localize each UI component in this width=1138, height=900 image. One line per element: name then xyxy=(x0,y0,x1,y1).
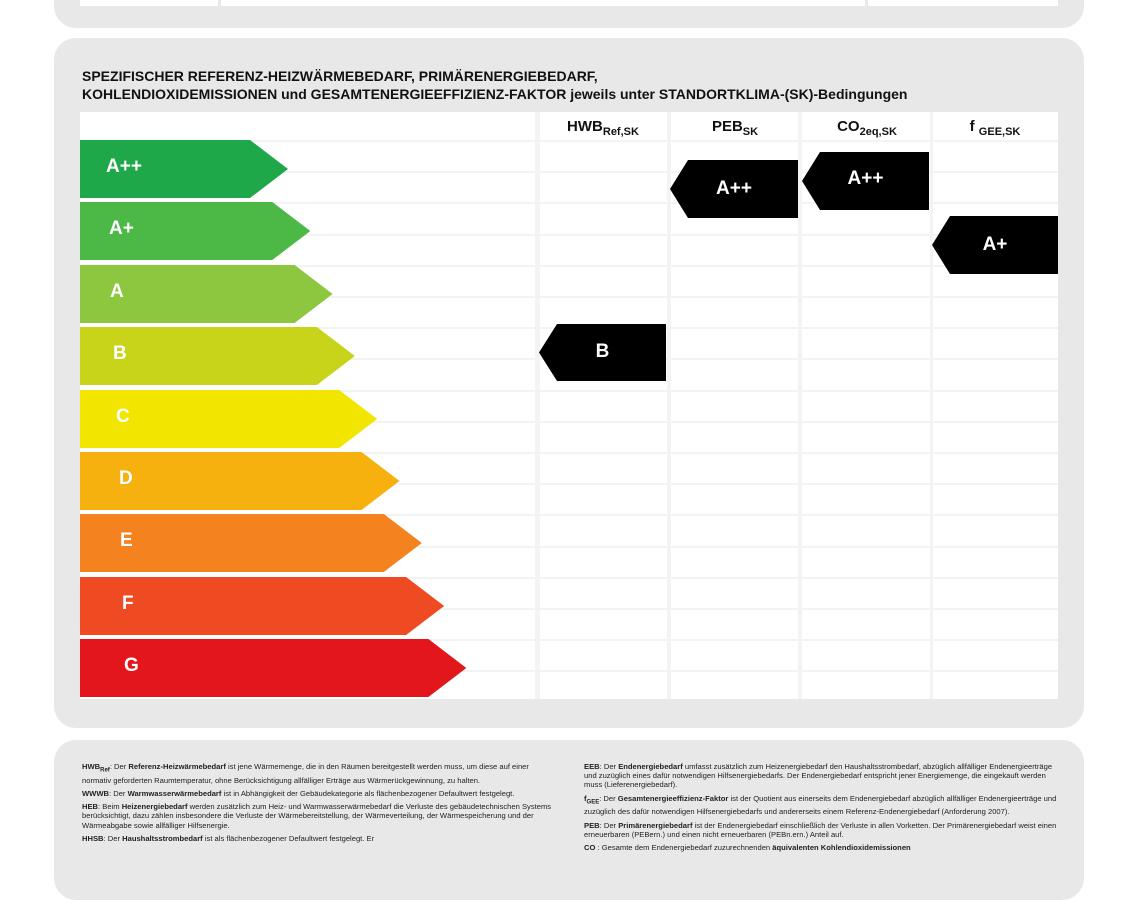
hwb-rating-marker: B xyxy=(539,324,666,381)
header-table-strip xyxy=(80,0,1058,6)
co2-rating-marker: A++ xyxy=(802,152,929,210)
energy-class-bar xyxy=(80,265,333,323)
energy-class-label: C xyxy=(116,406,130,427)
definition-wwwb: WWWB: Der Warmwasserwärmebedarf ist in Abhängigkeit der Gebäudekategorie als flächenbezogener Defaultwert festgelegt. xyxy=(82,788,515,798)
column-header-peb: $PEB_{SK}$ xyxy=(711,118,759,138)
energy-class-bar xyxy=(80,140,288,198)
energy-class-label: A+ xyxy=(109,218,134,239)
energy-class-label: D xyxy=(119,468,133,489)
definitions-right-column xyxy=(584,762,1064,856)
column-header-hwb: $HWB_{Ref,SK}$ xyxy=(567,118,639,138)
energy-class-bar xyxy=(80,514,422,572)
energy-class-label: B xyxy=(113,343,127,364)
definition-hwb: $HWB_{Ref}$: Der Referenz-Heizwärmebedarf ist jene Wärmemenge, die in den Räumen bereitgestellt werden muss, um diese auf einer normativ geforderten Raumtemperatur, ohne Berücksichtigung allfälliger Erträge aus Wärmerückgewinnung, zu halten. xyxy=(82,762,529,785)
grid-column xyxy=(933,112,1058,699)
chart-title-line2: KOHLENDIOXIDEMISSIONEN und GESAMTENERGIEEFFIZIENZ-FAKTOR jeweils unter STANDORTKLIMA-(SK)-Bedingungen xyxy=(82,86,908,102)
definition-hhsb: HHSB: Der Haushaltsstrombedarf ist als flächenbezogener Defaultwert festgelegt. Er xyxy=(82,833,375,843)
energy-class-bar xyxy=(80,452,400,510)
energy-class-bar xyxy=(80,577,444,635)
definition-co2: CO : Gesamte dem Endenergiebedarf zuzurechnenden äquivalenten Kohlendioxidemissionen xyxy=(584,842,911,852)
energy-rating-chart xyxy=(80,112,1058,699)
grid-column xyxy=(540,112,667,699)
energy-class-bar xyxy=(80,202,310,260)
energy-class-label: F xyxy=(122,593,134,614)
chart-title-line1: SPEZIFISCHER REFERENZ-HEIZWÄRMEBEDARF, PRIMÄRENERGIEBEDARF, xyxy=(82,68,598,84)
energy-class-label: A++ xyxy=(106,156,142,177)
energy-class-bar xyxy=(80,327,355,385)
energy-class-bar xyxy=(80,639,466,697)
definition-heb: HEB: Beim Heizenergiebedarf werden zusätzlich zum Heiz- und Warmwasserwärmebedarf die Verluste des gebäudetechnischen Systems berücksichtigt, dazu zählen insbesondere die Verluste der Wärmebereitstellung, der Wärmeverteilung, der Wärmespeicherung und der Wärmeabgabe sowie allfälliger Hilfsenergie. xyxy=(82,802,552,830)
column-header-fgee: f $_{GEE,SK}$ xyxy=(969,118,1021,138)
definitions-left-column xyxy=(82,762,552,847)
fgee-rating-marker: A+ xyxy=(932,216,1058,274)
energy-class-label: E xyxy=(120,530,133,551)
definition-peb: PEB: Der Primärenergiebedarf ist der Endenergiebedarf einschließlich der Verluste in allen Vorketten. Der Primärenergiebedarf weist einen erneuerbaren (PEBern.) und einen nicht erneuerbaren (PEBn.ern.) Anteil auf. xyxy=(584,820,1057,839)
energy-class-label: G xyxy=(124,655,139,676)
energy-class-bar xyxy=(80,390,377,448)
peb-rating-marker: A++ xyxy=(670,160,798,218)
energy-class-label: A xyxy=(110,281,124,302)
definition-eeb: EEB: Der Endenergiebedarf umfasst zusätzlich zum Heizenergiebedarf den Haushaltsstrombedarf, abzüglich allfälliger Endenergieerträge und zuzüglich eines dafür notwendigen Hilfsenergiebedarfs. Der Endenergiebedarf entspricht jener Energiemenge, die eingekauft werden muss (Lieferenergiebedarf). xyxy=(584,762,1053,790)
definition-fgee: $f_{GEE}$: Der Gesamtenergieeffizienz-Faktor ist der Quotient aus einerseits dem Endenergiebedarf abzüglich allfälliger Endenergieerträge und zuzüglich des dafür notwendigen Hilfsenergiebedarfs und andererseits einem Referenz-Endenergiebedarf (Anforderung 2007). xyxy=(584,793,1057,817)
column-header-co2: $CO_{2eq,SK}$ xyxy=(837,118,897,138)
